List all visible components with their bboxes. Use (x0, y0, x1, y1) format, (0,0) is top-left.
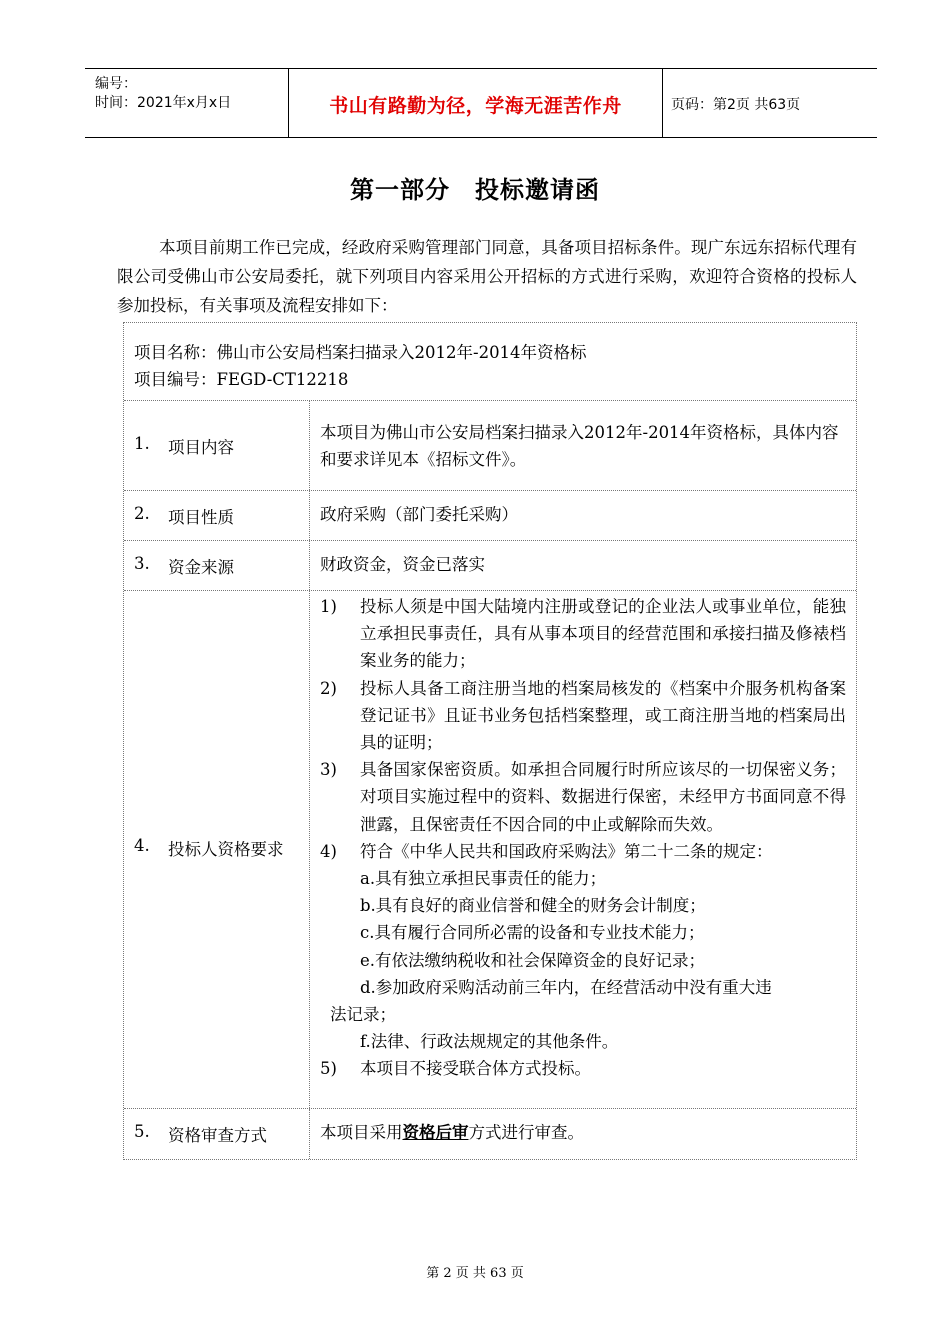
project-info (134, 339, 587, 393)
header-meta (85, 69, 288, 137)
sub-item: c.具有履行合同所必需的设备和专业技术能力； (360, 923, 705, 943)
qualification-list (320, 593, 846, 1083)
row-label-cell (124, 491, 310, 540)
qualification-item (320, 675, 846, 757)
item-text: 符合《中华人民共和国政府采购法》第二十二条的规定： (360, 841, 773, 861)
row-value (320, 1119, 846, 1146)
sub-item-continuation: 法记录； (330, 1005, 396, 1025)
row-number: 5. (134, 1122, 150, 1141)
row-number: 4. (134, 836, 150, 855)
value-text: 本项目采用 (320, 1123, 403, 1142)
header-page-label: 页码：第2页 共63页 (671, 97, 801, 113)
qualification-item (320, 593, 846, 675)
item-marker: 2) (320, 678, 337, 698)
item-marker: 1) (320, 597, 337, 616)
row-label-cell (124, 591, 310, 1108)
section-title: 第一部分 投标邀请函 (350, 176, 600, 204)
qualification-item (320, 838, 846, 865)
row-label: 项目内容 (168, 438, 234, 457)
project-table (123, 322, 857, 1160)
qualification-item (320, 756, 846, 838)
page-header (85, 68, 877, 138)
table-row (124, 400, 856, 490)
row-value: 本项目为佛山市公安局档案扫描录入2012年-2014年资格标，具体内容和要求详见本《招标文件》。 (320, 423, 839, 469)
doc-number-label: 编号： (95, 76, 137, 92)
item-text: 具备国家保密资质。如承担合同履行时所应该尽的一切保密义务；对项目实施过程中的资料、数据进行保密，未经甲方书面同意不得泄露，且保密责任不因合同的中止或解除而失效。 (360, 760, 846, 834)
row-value: 政府采购（部门委托采购） (320, 505, 518, 524)
table-row (124, 1108, 856, 1159)
item-text: 本项目不接受联合体方式投标。 (360, 1059, 591, 1079)
qualification-item (320, 1055, 846, 1082)
value-emphasis: 资格后审 (402, 1123, 469, 1142)
item-text: 投标人具备工商注册当地的档案局核发的《档案中介服务机构备案登记证书》且证书业务包括档案整理，或工商注册当地的档案局出具的证明； (360, 678, 846, 753)
row-label-cell (124, 541, 310, 590)
sub-item: d.参加政府采购活动前三年内，在经营活动中没有重大违 (360, 977, 772, 997)
sub-item: b.具有良好的商业信誉和健全的财务会计制度； (360, 896, 706, 916)
item-text: 投标人须是中国大陆境内注册或登记的企业法人或事业单位，能独立承担民事责任，具有从事本项目的经营范围和承接扫描及修裱档案业务的能力； (360, 597, 846, 671)
project-code: 项目编号：FEGD-CT12218 (134, 370, 349, 389)
row-label: 资金来源 (168, 558, 234, 577)
table-row (124, 490, 856, 540)
sub-item: e.有依法缴纳税收和社会保障资金的良好记录； (360, 950, 706, 970)
item-marker: 5) (320, 1059, 337, 1079)
table-row (124, 590, 856, 1108)
item-marker: 4) (320, 841, 337, 861)
project-name: 项目名称：佛山市公安局档案扫描录入2012年-2014年资格标 (134, 343, 587, 362)
sub-item: f.法律、行政法规规定的其他条件。 (360, 1032, 619, 1052)
table-row (124, 540, 856, 590)
row-value: 财政资金，资金已落实 (320, 555, 485, 574)
item-marker: 3) (320, 760, 337, 780)
doc-time-label: 时间：2021年x月x日 (95, 95, 232, 111)
row-label: 投标人资格要求 (168, 840, 284, 859)
header-motto: 书山有路勤为径，学海无涯苦作舟 (329, 95, 622, 117)
page-footer: 第 2 页 共 63 页 (426, 1266, 524, 1281)
row-number: 1. (134, 434, 150, 453)
row-number: 3. (134, 554, 150, 573)
value-text: 方式进行审查。 (468, 1123, 584, 1142)
row-label: 资格审查方式 (168, 1126, 267, 1145)
row-label: 项目性质 (168, 508, 234, 527)
header-motto-cell (288, 69, 663, 137)
row-number: 2. (134, 504, 150, 523)
row-label-cell (124, 401, 310, 490)
row-label-cell (124, 1109, 310, 1159)
sub-item: a.具有独立承担民事责任的能力； (360, 869, 607, 889)
intro-paragraph: 本项目前期工作已完成，经政府采购管理部门同意，具备项目招标条件。现广东远东招标代理有限公司受佛山市公安局委托，就下列项目内容采用公开招标的方式进行采购，欢迎符合资格的投标人参加投标，有关事项及流程安排如下： (117, 238, 857, 315)
header-page-cell (662, 69, 877, 137)
